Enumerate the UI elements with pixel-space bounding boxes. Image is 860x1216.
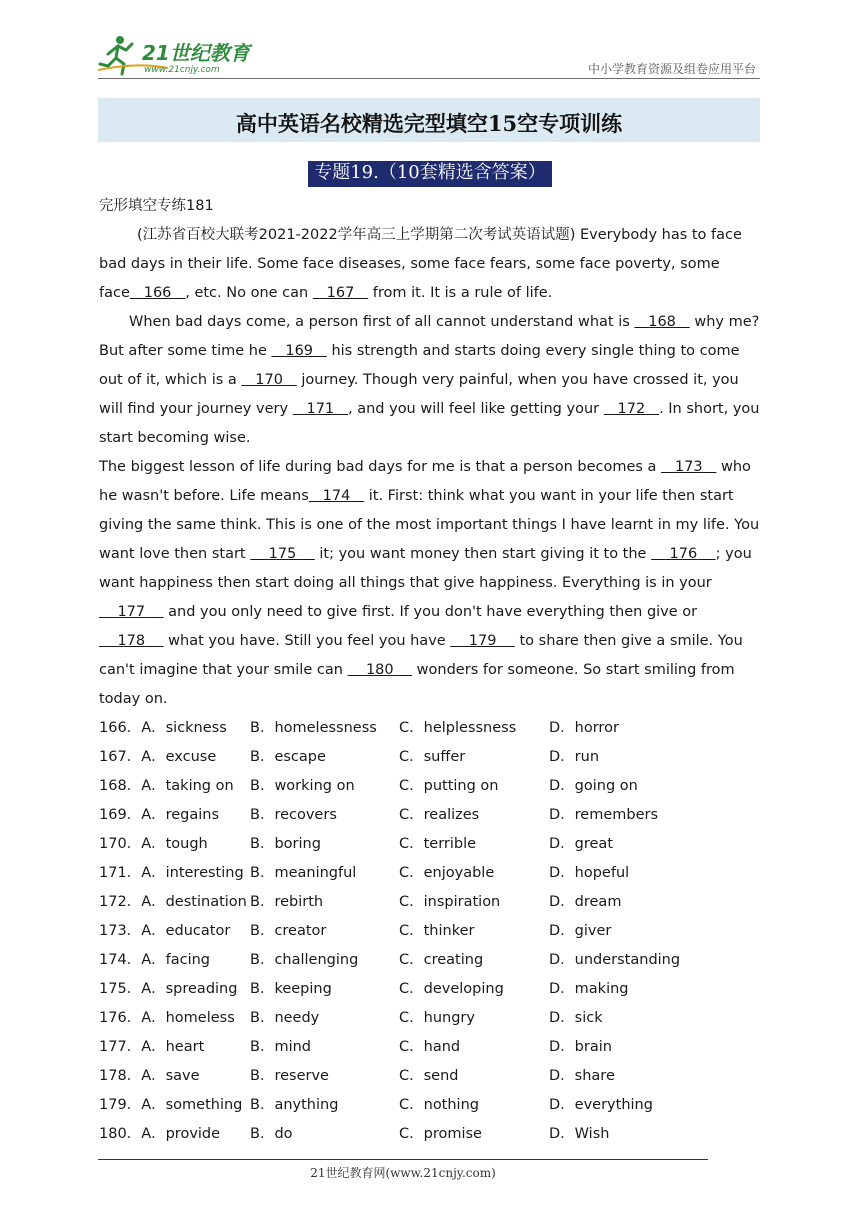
option-a-text: A．regains (141, 807, 220, 823)
option-a (99, 743, 216, 772)
blank-167: 167 (326, 285, 355, 301)
question-number: 174． (99, 952, 142, 968)
blank-169: 169 (285, 343, 314, 359)
option-d: D．remembers (549, 807, 659, 823)
logo-text: 21世纪教育 (142, 41, 250, 65)
question-row (99, 1062, 764, 1091)
question-row (99, 888, 764, 917)
option-c: C．nothing (399, 1097, 479, 1113)
blank-173: 173 (674, 459, 703, 475)
option-c: C．terrible (399, 836, 477, 852)
option-c: C．hand (399, 1039, 461, 1055)
option-b: B．meaningful (250, 865, 357, 881)
option-d: D．run (549, 749, 600, 765)
option-a (99, 917, 230, 946)
option-a (99, 975, 237, 1004)
question-row (99, 859, 764, 888)
logo (98, 34, 258, 78)
option-c: C．enjoyable (399, 865, 495, 881)
option-b: B．working on (250, 778, 355, 794)
question-row (99, 975, 764, 1004)
option-a (99, 1004, 235, 1033)
option-b: B．reserve (250, 1068, 329, 1084)
question-number: 175． (99, 981, 142, 997)
option-c: C．putting on (399, 778, 499, 794)
option-a-text: A．destination (141, 894, 247, 910)
option-b: B．homelessness (250, 720, 377, 736)
option-d: D．making (549, 981, 629, 997)
option-c: C．send (399, 1068, 459, 1084)
option-c: C．thinker (399, 923, 475, 939)
option-a-text: A．excuse (141, 749, 217, 765)
subtitle-wrap (0, 161, 860, 187)
option-c: C．promise (399, 1126, 482, 1142)
question-number: 173． (99, 923, 142, 939)
question-row (99, 830, 764, 859)
option-c: C．realizes (399, 807, 480, 823)
question-number: 179． (99, 1097, 142, 1113)
option-b: B．keeping (250, 981, 332, 997)
section-heading: 完形填空专练181 (99, 198, 214, 214)
option-a (99, 1033, 204, 1062)
title-band (98, 98, 760, 142)
option-c: C．inspiration (399, 894, 501, 910)
option-a (99, 772, 234, 801)
option-b: B．recovers (250, 807, 337, 823)
blank-179: 179 (468, 633, 497, 649)
option-c: C．suffer (399, 749, 466, 765)
question-row (99, 917, 764, 946)
blank-180: 180 (365, 662, 394, 678)
passage-paragraph-2: When bad days come, a person first of all cannot understand what is 168 why me? But after some time he 169 his strength and starts doing every single thing to come out of it, which is a 170 journey. Though very painful, when you have crossed it, you will find your journey very 171 , and you will feel like getting your 172 . In short, you start becoming wise. (99, 314, 760, 446)
option-a (99, 801, 219, 830)
question-number: 171． (99, 865, 142, 881)
page-footer: 21世纪教育网(www.21cnjy.com) (310, 1166, 496, 1180)
question-number: 169． (99, 807, 142, 823)
option-d: D．horror (549, 720, 619, 736)
blank-170: 170 (255, 372, 283, 388)
option-a (99, 714, 227, 743)
passage-paragraph-3: The biggest lesson of life during bad days for me is that a person becomes a 173 who he wasn't before. Life means 174 it. First: think what you want in your life then start giving the same think. This is one of the most important things I have learnt in my life. You want love then start 175 it; you want money then start giving it to the 176 ; you want happiness then start doing all things that give happiness. Everything is in your 177 and you only need to give first. If you don't have everything then give or 178 what you have. Still you feel you have 179 to share then give a smile. You can't imagine that your smile can 180 wonders for someone. So start smiling from today on. (99, 459, 760, 707)
option-b: B．anything (250, 1097, 339, 1113)
question-row (99, 1120, 764, 1149)
option-b: B．creator (250, 923, 327, 939)
option-d: D．going on (549, 778, 638, 794)
option-a-text: A．save (141, 1068, 200, 1084)
question-row (99, 772, 764, 801)
option-b: B．do (250, 1126, 293, 1142)
option-d: D．dream (549, 894, 622, 910)
option-d: D．hopeful (549, 865, 630, 881)
blank-166: 166 (143, 285, 172, 301)
option-d: D．share (549, 1068, 615, 1084)
option-a-text: A．facing (141, 952, 210, 968)
option-a-text: A．provide (141, 1126, 221, 1142)
option-a-text: A．interesting (141, 865, 244, 881)
option-b: B．needy (250, 1010, 320, 1026)
page-header (98, 30, 760, 79)
question-number: 178． (99, 1068, 142, 1084)
question-number: 167． (99, 749, 142, 765)
question-row (99, 1004, 764, 1033)
option-a (99, 888, 247, 917)
option-b: B．rebirth (250, 894, 324, 910)
option-a (99, 1062, 200, 1091)
option-c: C．hungry (399, 1010, 475, 1026)
document-body (99, 192, 764, 1149)
logo-url: www.21cnjy.com (144, 65, 220, 75)
option-a-text: A．heart (141, 1039, 205, 1055)
question-number: 172． (99, 894, 142, 910)
option-a (99, 1120, 220, 1149)
platform-name: 中小学教育资源及组卷应用平台 (587, 62, 756, 76)
question-number: 180． (99, 1126, 142, 1142)
option-a-text: A．tough (141, 836, 208, 852)
question-options (99, 714, 764, 1149)
question-row (99, 946, 764, 975)
option-a-text: A．spreading (141, 981, 238, 997)
blank-174: 174 (322, 488, 351, 504)
option-a-text: A．sickness (141, 720, 227, 736)
option-d: D．sick (549, 1010, 603, 1026)
question-number: 168． (99, 778, 142, 794)
option-a-text: A．something (141, 1097, 243, 1113)
option-a-text: A．educator (141, 923, 231, 939)
option-d: D．brain (549, 1039, 612, 1055)
page-title: 高中英语名校精选完型填空15空专项训练 (235, 111, 623, 136)
option-a (99, 859, 244, 888)
option-c: C．developing (399, 981, 504, 997)
runner-logo-icon (98, 34, 258, 78)
option-a-text: A．homeless (141, 1010, 235, 1026)
subtitle-badge: 专题19.（10套精选含答案） (308, 161, 552, 187)
option-a (99, 946, 210, 975)
blank-171: 171 (306, 401, 335, 417)
blank-176: 176 (669, 546, 698, 562)
question-number: 177． (99, 1039, 142, 1055)
option-c: C．creating (399, 952, 484, 968)
blank-172: 172 (617, 401, 646, 417)
question-row (99, 714, 764, 743)
blank-175: 175 (268, 546, 297, 562)
option-d: D．Wish (549, 1126, 610, 1142)
question-number: 170． (99, 836, 142, 852)
option-b: B．boring (250, 836, 321, 852)
question-number: 166． (99, 720, 142, 736)
passage-paragraph-1: (江苏省百校大联考2021-2022学年高三上学期第二次考试英语试题) Everybody has to face bad days in their life. Some face diseases, some face fears, some face poverty, some face 166 , etc. No one can 167 from it. It is a rule of life. (99, 227, 742, 301)
option-a-text: A．taking on (141, 778, 234, 794)
option-d: D．giver (549, 923, 612, 939)
question-row (99, 1091, 764, 1120)
option-a (99, 1091, 242, 1120)
question-row (99, 801, 764, 830)
footer-divider (98, 1159, 708, 1160)
option-d: D．understanding (549, 952, 681, 968)
option-d: D．everything (549, 1097, 653, 1113)
question-row (99, 743, 764, 772)
option-a (99, 830, 208, 859)
blank-178: 178 (117, 633, 146, 649)
blank-168: 168 (648, 314, 676, 330)
question-number: 176． (99, 1010, 142, 1026)
question-row (99, 1033, 764, 1062)
option-b: B．challenging (250, 952, 359, 968)
option-d: D．great (549, 836, 614, 852)
option-c: C．helplessness (399, 720, 517, 736)
option-b: B．escape (250, 749, 326, 765)
blank-177: 177 (117, 604, 146, 620)
option-b: B．mind (250, 1039, 311, 1055)
